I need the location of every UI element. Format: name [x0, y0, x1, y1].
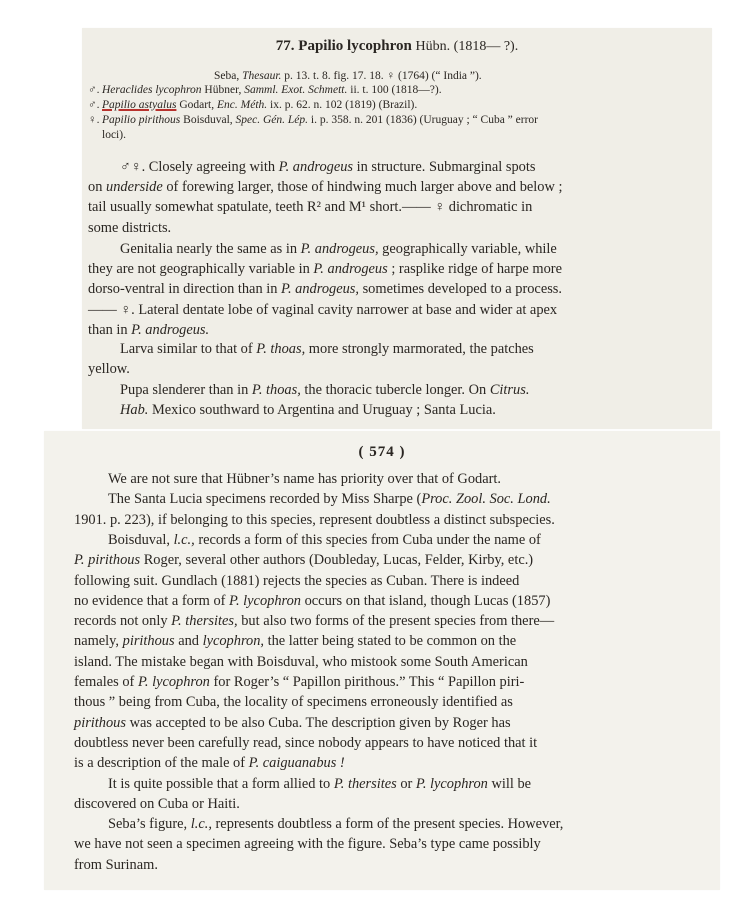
reference-italic: Papilio pirithous	[102, 114, 181, 126]
text-run: discovered on Cuba or Haiti.	[74, 795, 240, 812]
text-run: the thoracic tubercle longer. On	[300, 382, 490, 398]
reference-entry	[102, 128, 126, 143]
reference-text: Boisduval,	[180, 114, 236, 126]
description-line	[88, 218, 171, 238]
text-run: P. thoas,	[256, 341, 306, 357]
text-run: lycophron,	[202, 633, 265, 650]
note-line	[74, 631, 516, 651]
text-run: than in	[88, 321, 132, 338]
reference-italic: Enc. Méth.	[217, 99, 268, 111]
text-run: the latter being stated to be common on the	[264, 633, 517, 650]
text-run: P. androgeus,	[300, 241, 379, 257]
text-run: for Roger’s “ Papillon pirithous.” This “ Papillon piri-	[209, 674, 525, 690]
text-run: P. androgeus,	[281, 281, 359, 298]
text-run: is a description of the male of	[74, 755, 249, 772]
text-run: pirithous	[122, 633, 175, 650]
text-run: We are not sure that Hübner’s name has priority over that of Godart.	[108, 471, 501, 487]
description-line	[88, 279, 562, 299]
note-line	[108, 774, 531, 794]
reference-entry	[88, 83, 442, 98]
reference-text: i. p. 358. n. 201 (1836) (Uruguay ; “ Cuba ” error	[308, 114, 538, 126]
text-run: from Surinam.	[74, 856, 158, 873]
sex-symbol: ♂.	[88, 84, 100, 96]
description-line	[88, 320, 209, 340]
text-run: yellow.	[88, 361, 130, 378]
text-run: they are not geographically variable in	[88, 261, 314, 278]
text-run: some districts.	[88, 219, 172, 236]
note-line	[108, 489, 551, 509]
species-title	[82, 38, 712, 55]
note-line	[108, 814, 563, 834]
text-run: Pupa slenderer than in	[120, 382, 252, 398]
text-run: 1901. p. 223), if belonging to this species, represent doubtless a distinct subspecies.	[74, 511, 555, 528]
text-run: P. androgeus	[278, 159, 354, 175]
note-line	[74, 733, 537, 753]
text-run: we have not seen a specimen agreeing with the figure. Seba’s type came possibly	[74, 836, 541, 853]
text-run: following suit. Gundlach (1881) rejects the species as Cuban. There is indeed	[74, 572, 520, 589]
note-line	[74, 611, 554, 631]
text-run: namely,	[74, 633, 123, 650]
reference-text: ii. t. 100 (1818—?).	[347, 84, 442, 96]
reference-text: ix. p. 62. n. 102 (1819) (Brazil).	[267, 99, 418, 111]
description-line	[120, 239, 557, 259]
text-run: tail usually somewhat spatulate, teeth R² and M¹ short.—— ♀ dichromatic in	[88, 199, 533, 216]
text-run: Citrus.	[489, 382, 530, 398]
note-line	[74, 855, 158, 875]
text-run: Genitalia nearly the same as in	[120, 241, 301, 257]
text-run: Larva similar to that of	[120, 341, 257, 357]
reference-text: Hübner,	[201, 84, 245, 96]
text-run: ; rasplike ridge of harpe more	[387, 261, 562, 278]
reference-italic: Thesaur.	[242, 70, 282, 82]
sex-symbol: ♂.	[88, 99, 100, 111]
reference-entry	[88, 98, 417, 113]
reference-text: Seba,	[214, 70, 243, 82]
text-run: sometimes developed to a process.	[358, 281, 562, 298]
bottom-page-clipping	[44, 431, 720, 890]
text-run: P. caiguanabus !	[248, 755, 345, 772]
text-run: ♂♀. Closely agreeing with	[120, 159, 279, 175]
species-name: 77. Papilio lycophron	[275, 38, 412, 54]
text-run: P. thersites	[333, 775, 397, 792]
text-run: P. thersites,	[171, 613, 238, 630]
text-run: on	[88, 179, 106, 196]
description-line	[88, 300, 557, 320]
text-run: records not only	[74, 613, 172, 630]
description-line	[120, 380, 529, 400]
text-run: and	[174, 633, 203, 650]
description-line	[88, 359, 130, 379]
text-run: in structure. Submarginal spots	[353, 159, 536, 175]
note-line	[74, 652, 528, 672]
text-run: of forewing larger, those of hindwing much larger above and below ;	[162, 179, 563, 196]
reference-text: p. 13. t. 8. fig. 17. 18. ♀ (1764) (“ India ”).	[281, 70, 482, 82]
description-line	[88, 197, 532, 217]
text-run: island. The mistake began with Boisduval, who mistook some South American	[74, 653, 528, 670]
species-author-date: Hübn. (1818— ?).	[415, 39, 519, 54]
text-run: occurs on that island, though Lucas (1857)	[301, 592, 551, 609]
page-number: ( 574 )	[358, 444, 406, 460]
text-run: P. thoas,	[251, 382, 301, 398]
reference-text: loci).	[102, 129, 126, 141]
text-run: or	[396, 775, 416, 792]
reference-entry	[214, 69, 482, 84]
text-run: P. androgeus	[313, 261, 388, 278]
text-run: females of	[74, 674, 138, 690]
text-run: doubtless never been carefully read, since nobody appears to have noticed that it	[74, 734, 538, 751]
reference-italic: Papilio astyalus	[102, 99, 177, 111]
description-line	[120, 157, 535, 177]
text-run: dorso-ventral in direction than in	[88, 281, 282, 298]
reference-italic: Heraclides lycophron	[102, 84, 202, 96]
text-run: l.c.,	[190, 816, 212, 833]
text-run: represents doubtless a form of the present species. However,	[211, 816, 564, 833]
text-run: Boisduval,	[108, 531, 174, 548]
note-line	[74, 753, 345, 773]
note-line	[74, 672, 524, 692]
text-run: Proc. Zool. Soc. Lond.	[421, 491, 551, 508]
text-run: Seba’s figure,	[108, 816, 191, 833]
text-run: P. androgeus.	[131, 321, 210, 338]
note-line	[74, 713, 511, 733]
note-line	[74, 692, 513, 712]
text-run: l.c.,	[173, 531, 195, 548]
top-page-clipping	[82, 28, 712, 429]
text-run: pirithous	[74, 714, 126, 731]
note-line	[108, 530, 541, 550]
text-run: The Santa Lucia specimens recorded by Miss Sharpe (	[108, 491, 422, 508]
text-run: Hab.	[120, 402, 149, 419]
description-line	[120, 400, 496, 420]
text-run: P. lycophron	[137, 674, 210, 690]
text-run: will be	[487, 775, 532, 792]
text-run: Roger, several other authors (Doubleday, Lucas, Felder, Kirby, etc.)	[140, 552, 534, 569]
reference-text: Godart,	[176, 99, 217, 111]
text-run: but also two forms of the present species from there—	[237, 613, 555, 630]
text-run: no evidence that a form of	[74, 592, 230, 609]
note-line	[108, 469, 501, 489]
note-line	[74, 834, 541, 854]
reference-italic: Spec. Gén. Lép.	[235, 114, 309, 126]
text-run: Mexico southward to Argentina and Uruguay ; Santa Lucia.	[148, 402, 496, 419]
note-line	[74, 794, 240, 814]
description-line	[88, 259, 562, 279]
text-run: P. lycophron	[229, 592, 301, 609]
reference-entry	[88, 113, 538, 128]
text-run: —— ♀. Lateral dentate lobe of vaginal cavity narrower at base and wider at apex	[88, 301, 558, 318]
note-line	[74, 591, 550, 611]
description-line	[88, 177, 562, 197]
note-line	[74, 571, 519, 591]
text-run: underside	[106, 179, 163, 196]
text-run: thous ” being from Cuba, the locality of specimens erroneously identified as	[74, 694, 513, 711]
text-run: records a form of this species from Cuba under the name of	[194, 531, 541, 548]
note-line	[74, 550, 533, 570]
sex-symbol: ♀.	[88, 114, 100, 126]
text-run: was accepted to be also Cuba. The description given by Roger has	[125, 714, 511, 731]
text-run: geographically variable, while	[378, 241, 557, 257]
reference-italic: Samml. Exot. Schmett.	[244, 84, 348, 96]
description-line	[120, 339, 534, 359]
text-run: It is quite possible that a form allied to	[108, 775, 334, 792]
text-run: P. lycophron	[415, 775, 488, 792]
text-run: more strongly marmorated, the patches	[305, 341, 534, 357]
text-run: P. pirithous	[74, 552, 141, 569]
note-line	[74, 510, 555, 530]
